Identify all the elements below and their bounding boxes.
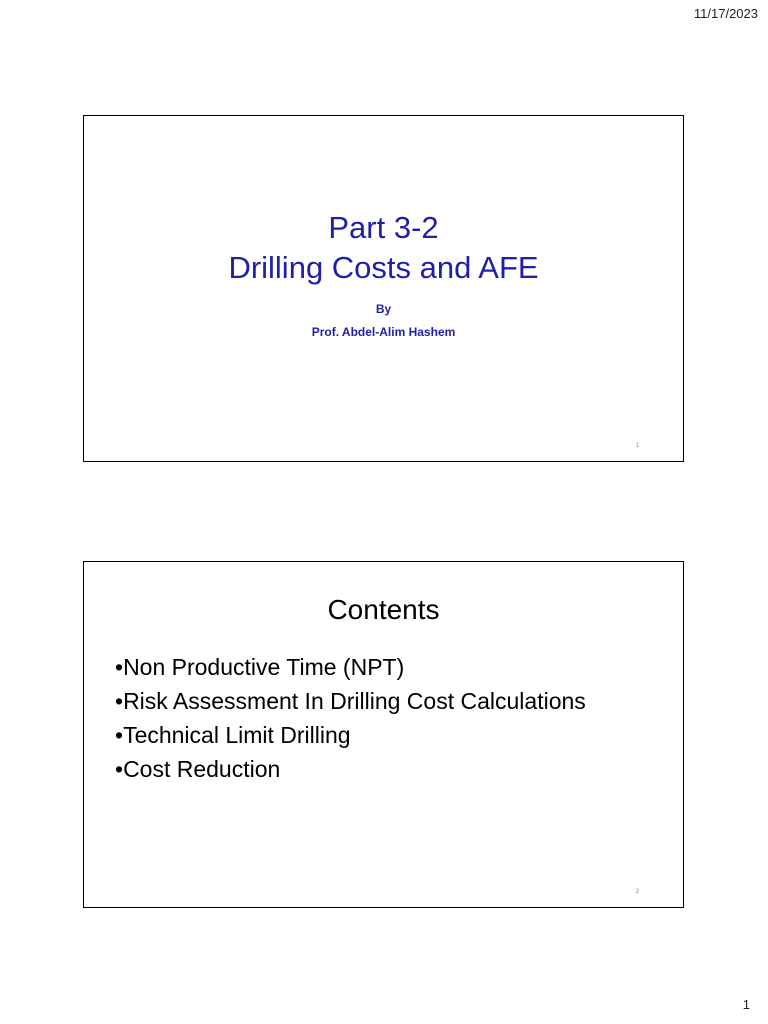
list-item — [115, 718, 586, 752]
title-line-1: Part 3-2 — [328, 210, 439, 245]
bullet-icon: • — [115, 688, 124, 714]
slide-number: 1 — [635, 443, 639, 449]
bullet-icon: • — [115, 654, 124, 680]
list-item-text: Risk Assessment In Drilling Cost Calculations — [123, 688, 586, 714]
list-item — [115, 650, 586, 684]
contents-heading: Contents — [327, 594, 440, 625]
bullet-icon: • — [115, 756, 124, 782]
contents-list — [115, 650, 586, 786]
list-item — [115, 684, 586, 718]
slide-title — [83, 115, 684, 462]
print-date: 11/17/2023 — [693, 6, 758, 21]
author-name: Prof. Abdel-Alim Hashem — [311, 325, 456, 339]
list-item-text: Cost Reduction — [123, 756, 281, 782]
slide-contents — [83, 561, 684, 908]
page-number: 1 — [742, 997, 750, 1012]
bullet-icon: • — [115, 722, 124, 748]
slide-number: 2 — [635, 889, 639, 895]
by-label: By — [375, 302, 392, 316]
list-item-text: Non Productive Time (NPT) — [123, 654, 405, 680]
slide-title-heading — [84, 208, 683, 288]
list-item-text: Technical Limit Drilling — [123, 722, 351, 748]
title-line-2: Drilling Costs and AFE — [228, 250, 539, 285]
list-item — [115, 752, 586, 786]
